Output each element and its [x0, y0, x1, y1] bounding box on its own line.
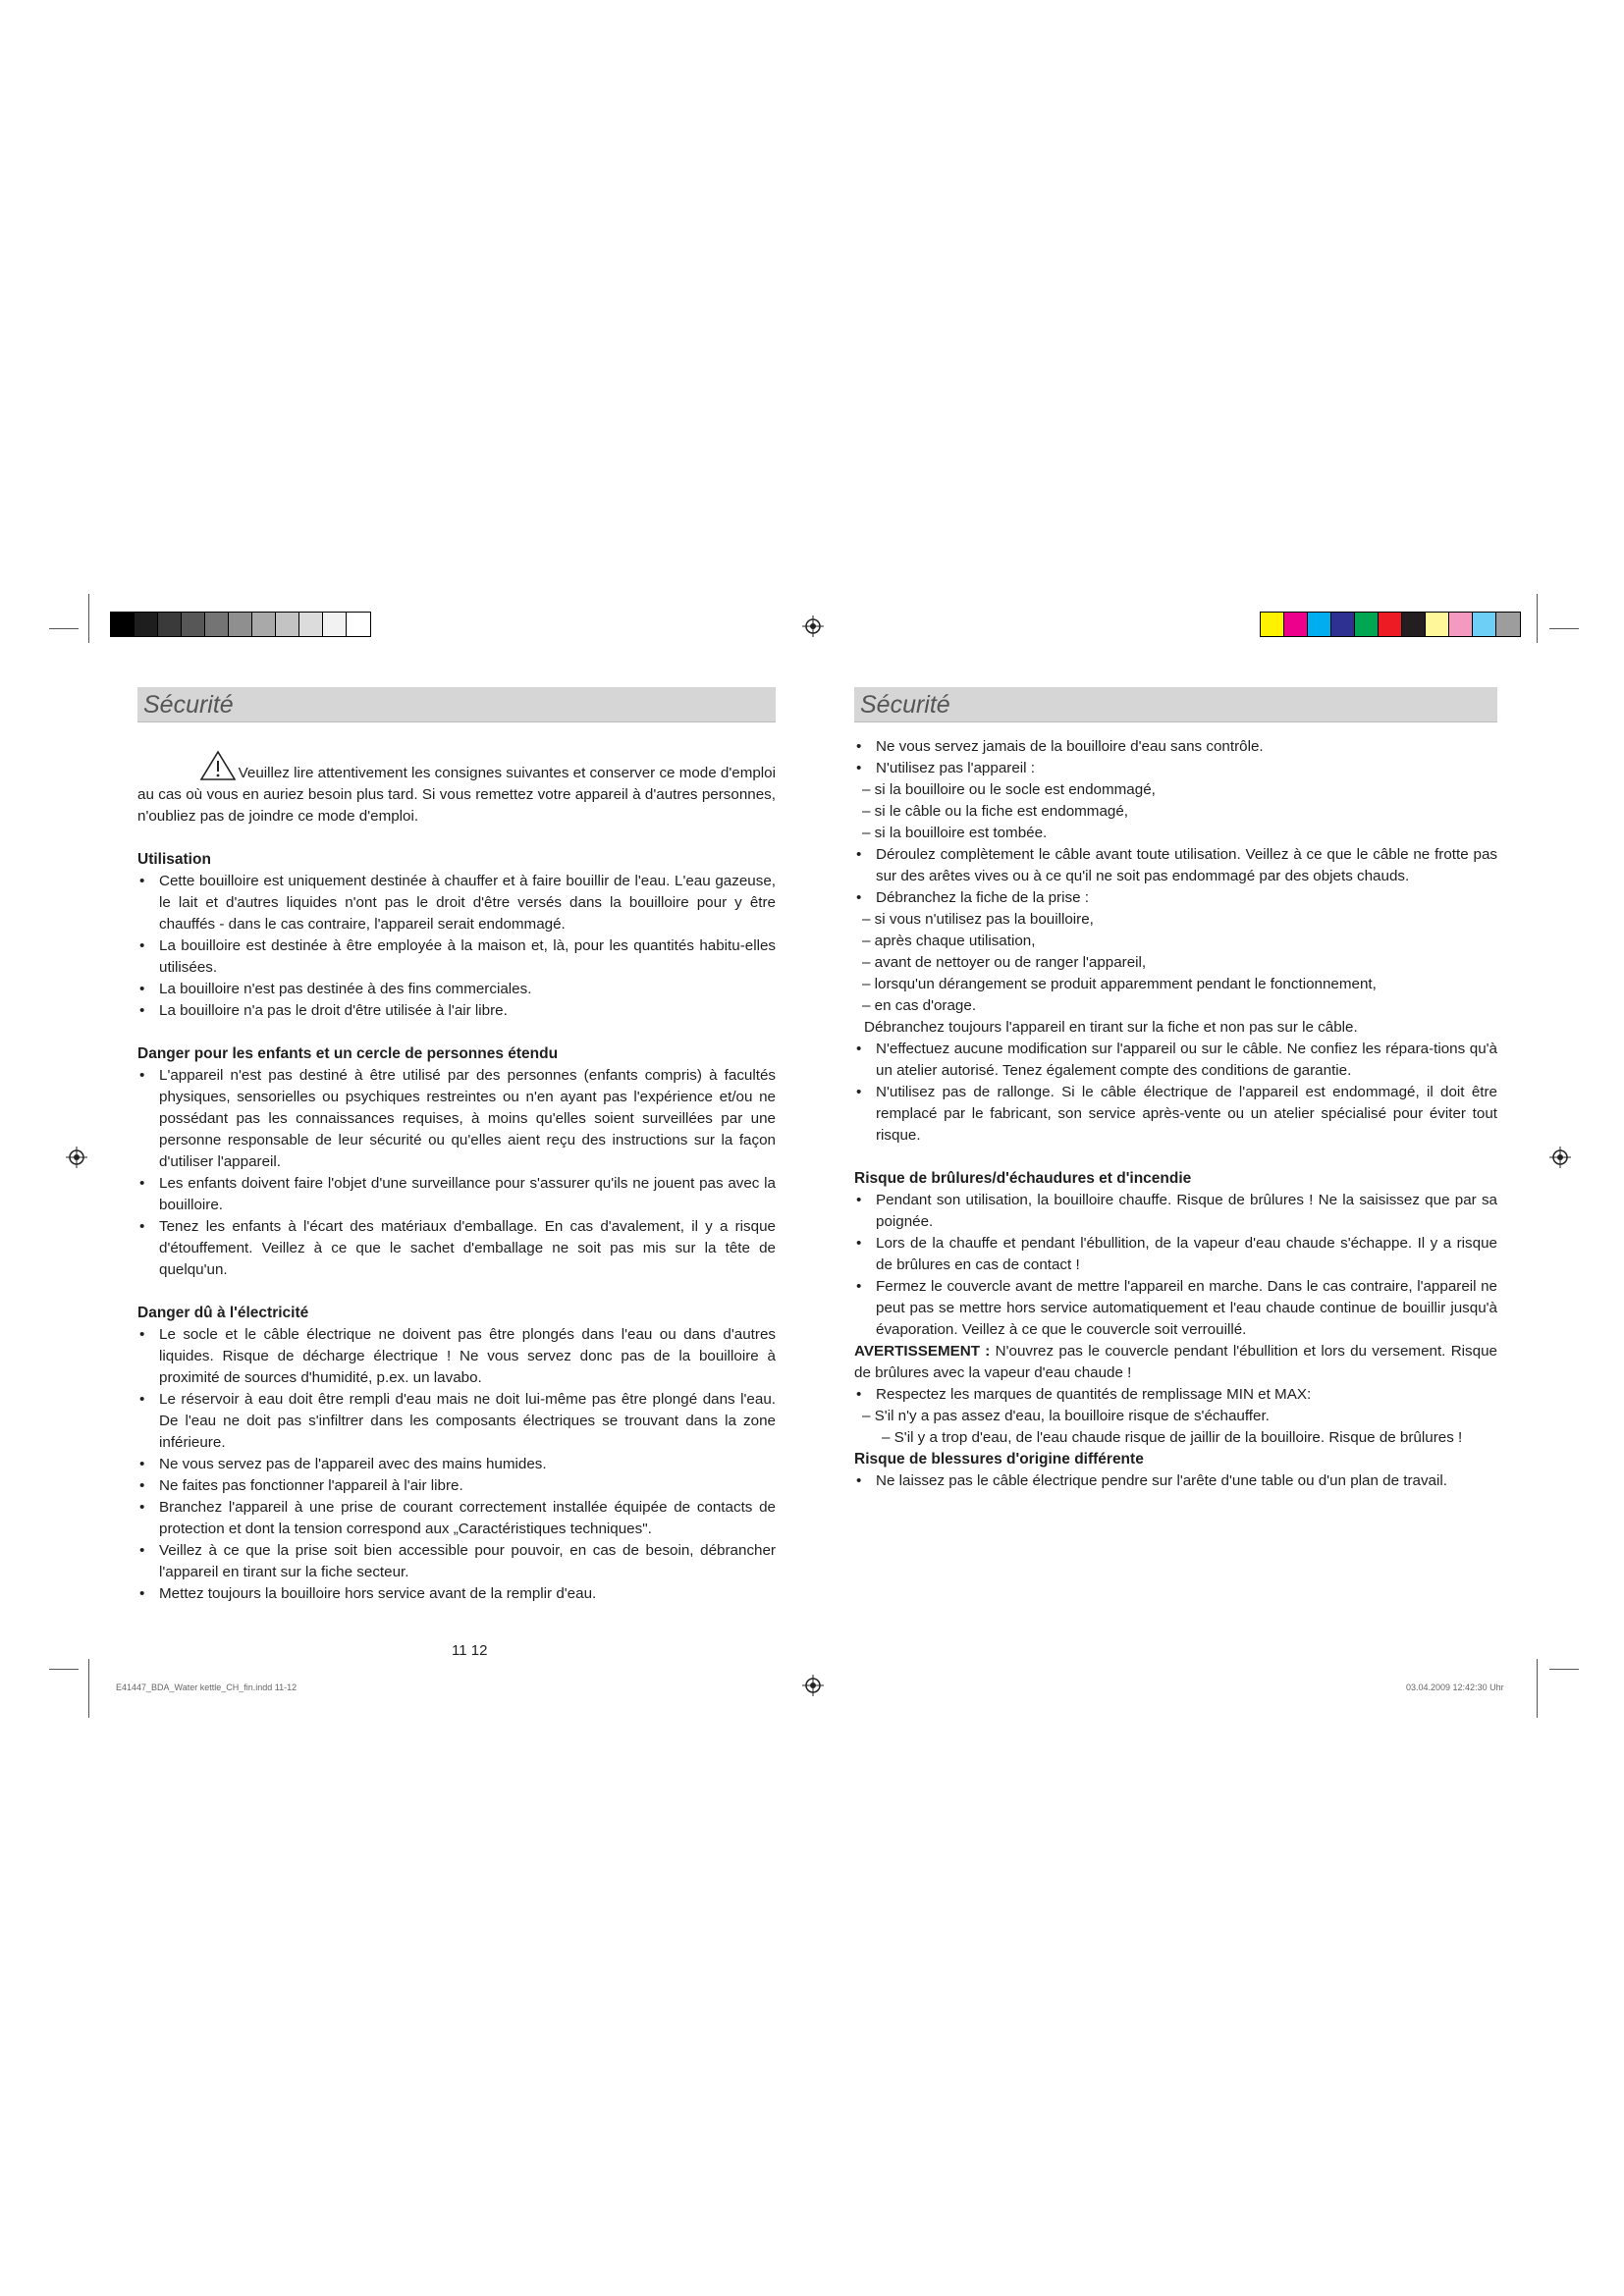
list-item: • Tenez les enfants à l'écart des matériaux d'emballage. En cas d'avalement, il y a risque d'étouffement. Veillez à ce que le sachet d'emballage ne soit pas mis sur la tête de quelqu'un.: [137, 1216, 776, 1281]
list-item: • N'utilisez pas l'appareil :: [854, 758, 1497, 779]
color-swatch: [1261, 613, 1284, 636]
list-item: • Ne laissez pas le câble électrique pendre sur l'arête d'une table ou d'un plan de travail.: [854, 1470, 1497, 1492]
list-electricity: [137, 1324, 776, 1605]
crop-mark: [1537, 1659, 1538, 1718]
list-item: • Cette bouilloire est uniquement destinée à chauffer et à faire bouillir de l'eau. L'eau gazeuse, le lait et d'autres liquides n'ont pas le droit d'être versés dans la bouilloire pour y être chauffés - dans le cas contraire, l'appareil serait endommagé.: [137, 871, 776, 935]
color-swatch: [229, 613, 252, 636]
crop-mark: [1549, 628, 1579, 629]
dash-item: – avant de nettoyer ou de ranger l'appareil,: [862, 954, 1147, 971]
color-swatch: [1308, 613, 1331, 636]
color-swatch: [1355, 613, 1379, 636]
list-utilisation: [137, 871, 776, 1022]
list-children: [137, 1065, 776, 1281]
list-item: • Le réservoir à eau doit être rempli d'eau mais ne doit lui-même pas être plongé dans l'eau. De l'eau ne doit pas s'infiltrer dans les composants électriques se trouvant dans la zone inférieure.: [137, 1389, 776, 1454]
dash-item: – si la bouilloire ou le socle est endommagé,: [862, 781, 1156, 798]
color-swatch: [205, 613, 229, 636]
color-swatch: [1449, 613, 1473, 636]
color-swatch: [347, 613, 370, 636]
list-item: • Respectez les marques de quantités de remplissage MIN et MAX:: [854, 1384, 1497, 1406]
list-item: • Ne faites pas fonctionner l'appareil à l'air libre.: [137, 1475, 776, 1497]
color-swatch: [1473, 613, 1496, 636]
crop-mark: [88, 594, 89, 643]
dash-item: – si le câble ou la fiche est endommagé,: [862, 803, 1129, 820]
registration-mark-icon: [66, 1147, 87, 1168]
file-slug: E41447_BDA_Water kettle_CH_fin.indd 11-12: [116, 1682, 298, 1692]
color-swatch: [1426, 613, 1449, 636]
section-title-other-injuries: Risque de blessures d'origine différente: [854, 1451, 1144, 1468]
section-title-electricity: Danger dû à l'électricité: [137, 1305, 309, 1321]
list-other-injuries: [854, 1470, 1497, 1492]
list-item: • Pendant son utilisation, la bouilloire chauffe. Risque de brûlures ! Ne la saisissez que par sa poignée.: [854, 1190, 1497, 1233]
warning-paragraph: [854, 1341, 1497, 1384]
dash-item: – en cas d'orage.: [862, 997, 977, 1014]
registration-mark-icon: [1549, 1147, 1571, 1168]
crop-mark: [88, 1659, 89, 1718]
dash-item: – si vous n'utilisez pas la bouilloire,: [862, 911, 1094, 928]
list-item: • La bouilloire est destinée à être employée à la maison et, là, pour les quantités habitu-elles utilisées.: [137, 935, 776, 979]
section-title-utilisation: Utilisation: [137, 851, 211, 868]
color-swatch: [1496, 613, 1520, 636]
timestamp-slug: 03.04.2009 12:42:30 Uhr: [1406, 1682, 1504, 1692]
warning-text: N'ouvrez pas le couvercle pendant l'ébullition et lors du versement. Risque de brûlures avec la vapeur d'eau chaude !: [854, 1343, 1497, 1381]
section-title-burns: Risque de brûlures/d'échaudures et d'incendie: [854, 1170, 1192, 1187]
intro-rest: au cas où vous en auriez besoin plus tard. Si vous remettez votre appareil à d'autres personnes, n'oubliez pas de joindre ce mode d'emploi.: [137, 786, 776, 825]
color-swatch: [111, 613, 135, 636]
list-item: • Ne vous servez pas de l'appareil avec des mains humides.: [137, 1454, 776, 1475]
list-burns: [854, 1190, 1497, 1449]
cmyk-color-bar: [1260, 612, 1521, 637]
color-swatch: [1379, 613, 1402, 636]
color-swatch: [1284, 613, 1308, 636]
list-item: • Ne vous servez jamais de la bouilloire d'eau sans contrôle.: [854, 736, 1497, 758]
dash-item: – S'il y a trop d'eau, de l'eau chaude risque de jaillir de la bouilloire. Risque de brûlures !: [882, 1429, 1463, 1446]
list-item: • La bouilloire n'a pas le droit d'être utilisée à l'air libre.: [137, 1000, 776, 1022]
list-item: • Le socle et le câble électrique ne doivent pas être plongés dans l'eau ou dans d'autres liquides. Risque de décharge électrique ! Ne vous servez donc pas de la bouilloire à proximité de sources d'humidité, p.ex. un lavabo.: [137, 1324, 776, 1389]
gray-color-bar: [110, 612, 371, 637]
section-header: Sécurité: [137, 687, 776, 722]
list-item: • Déroulez complètement le câble avant toute utilisation. Veillez à ce que le câble ne frotte pas sur des arêtes vives ou à ce qu'il ne soit pas endommagé par des objets chauds.: [854, 844, 1497, 887]
crop-mark: [1549, 1669, 1579, 1670]
crop-mark: [49, 1669, 79, 1670]
intro-first-line: Veuillez lire attentivement les consignes suivantes et conserver ce mode d'emploi: [238, 765, 776, 781]
color-swatch: [1331, 613, 1355, 636]
list-item: • Fermez le couvercle avant de mettre l'appareil en marche. Dans le cas contraire, l'appareil ne peut pas se mettre hors service automatiquement et l'eau chaude continue de bouillir jusqu'à évaporation. Veillez à ce que le couvercle soit verrouillé.: [854, 1276, 1497, 1341]
section-header: Sécurité: [854, 687, 1497, 722]
registration-mark-icon: [802, 1675, 824, 1696]
crop-mark: [49, 628, 79, 629]
list-item: • L'appareil n'est pas destiné à être utilisé par des personnes (enfants compris) à facultés physiques, sensorielles ou psychiques restreintes ou n'en ayant pas l'expérience et/ou ne possédant pas les connaissances requises, à moins qu'elles soient surveillées par une personne responsable de leur sécurité ou qu'elles aient reçu des instructions sur la façon d'utiliser l'appareil.: [137, 1065, 776, 1173]
color-swatch: [135, 613, 158, 636]
color-swatch: [158, 613, 182, 636]
color-swatch: [299, 613, 323, 636]
list-item: • Lors de la chauffe et pendant l'ébullition, de la vapeur d'eau chaude s'échappe. Il y a risque de brûlures en cas de contact !: [854, 1233, 1497, 1276]
dash-item: – après chaque utilisation,: [862, 933, 1036, 949]
list-general: [854, 736, 1497, 1147]
list-item: • N'utilisez pas de rallonge. Si le câble électrique de l'appareil est endommagé, il doit être remplacé par le fabricant, son service après-vente ou un atelier spécialisé pour éviter tout risque.: [854, 1082, 1497, 1147]
list-item: • Branchez l'appareil à une prise de courant correctement installée équipée de contacts de protection et dont la tension correspond aux „Caractéristiques techniques".: [137, 1497, 776, 1540]
right-page: [854, 687, 1497, 1492]
color-swatch: [1402, 613, 1426, 636]
crop-mark: [1537, 594, 1538, 643]
dash-item: – lorsqu'un dérangement se produit apparemment pendant le fonctionnement,: [862, 976, 1377, 992]
color-swatch: [323, 613, 347, 636]
list-item: • La bouilloire n'est pas destinée à des fins commerciales.: [137, 979, 776, 1000]
warning-label: AVERTISSEMENT :: [854, 1343, 991, 1360]
list-item: • Les enfants doivent faire l'objet d'une surveillance pour s'assurer qu'ils ne jouent pas avec la bouilloire.: [137, 1173, 776, 1216]
left-page: [137, 687, 776, 1605]
color-swatch: [252, 613, 276, 636]
section-title-children: Danger pour les enfants et un cercle de personnes étendu: [137, 1045, 559, 1062]
color-swatch: [276, 613, 299, 636]
dash-item: – S'il n'y a pas assez d'eau, la bouilloire risque de s'échauffer.: [862, 1408, 1270, 1424]
page-numbers: 11 12: [452, 1642, 488, 1659]
list-item: • Débranchez la fiche de la prise :: [854, 887, 1497, 909]
list-item: • N'effectuez aucune modification sur l'appareil ou sur le câble. Ne confiez les répara-tions qu'à un atelier autorisé. Tenez également compte des conditions de garantie.: [854, 1039, 1497, 1082]
color-swatch: [182, 613, 205, 636]
dash-item: – si la bouilloire est tombée.: [862, 825, 1048, 841]
registration-mark-icon: [802, 615, 824, 637]
warning-triangle-icon: [199, 750, 237, 781]
list-item: • Mettez toujours la bouilloire hors service avant de la remplir d'eau.: [137, 1583, 776, 1605]
unplug-note: Débranchez toujours l'appareil en tirant sur la fiche et non pas sur le câble.: [864, 1019, 1358, 1036]
list-item: • Veillez à ce que la prise soit bien accessible pour pouvoir, en cas de besoin, débrancher l'appareil en tirant sur la fiche secteur.: [137, 1540, 776, 1583]
intro-paragraph: [137, 750, 776, 828]
